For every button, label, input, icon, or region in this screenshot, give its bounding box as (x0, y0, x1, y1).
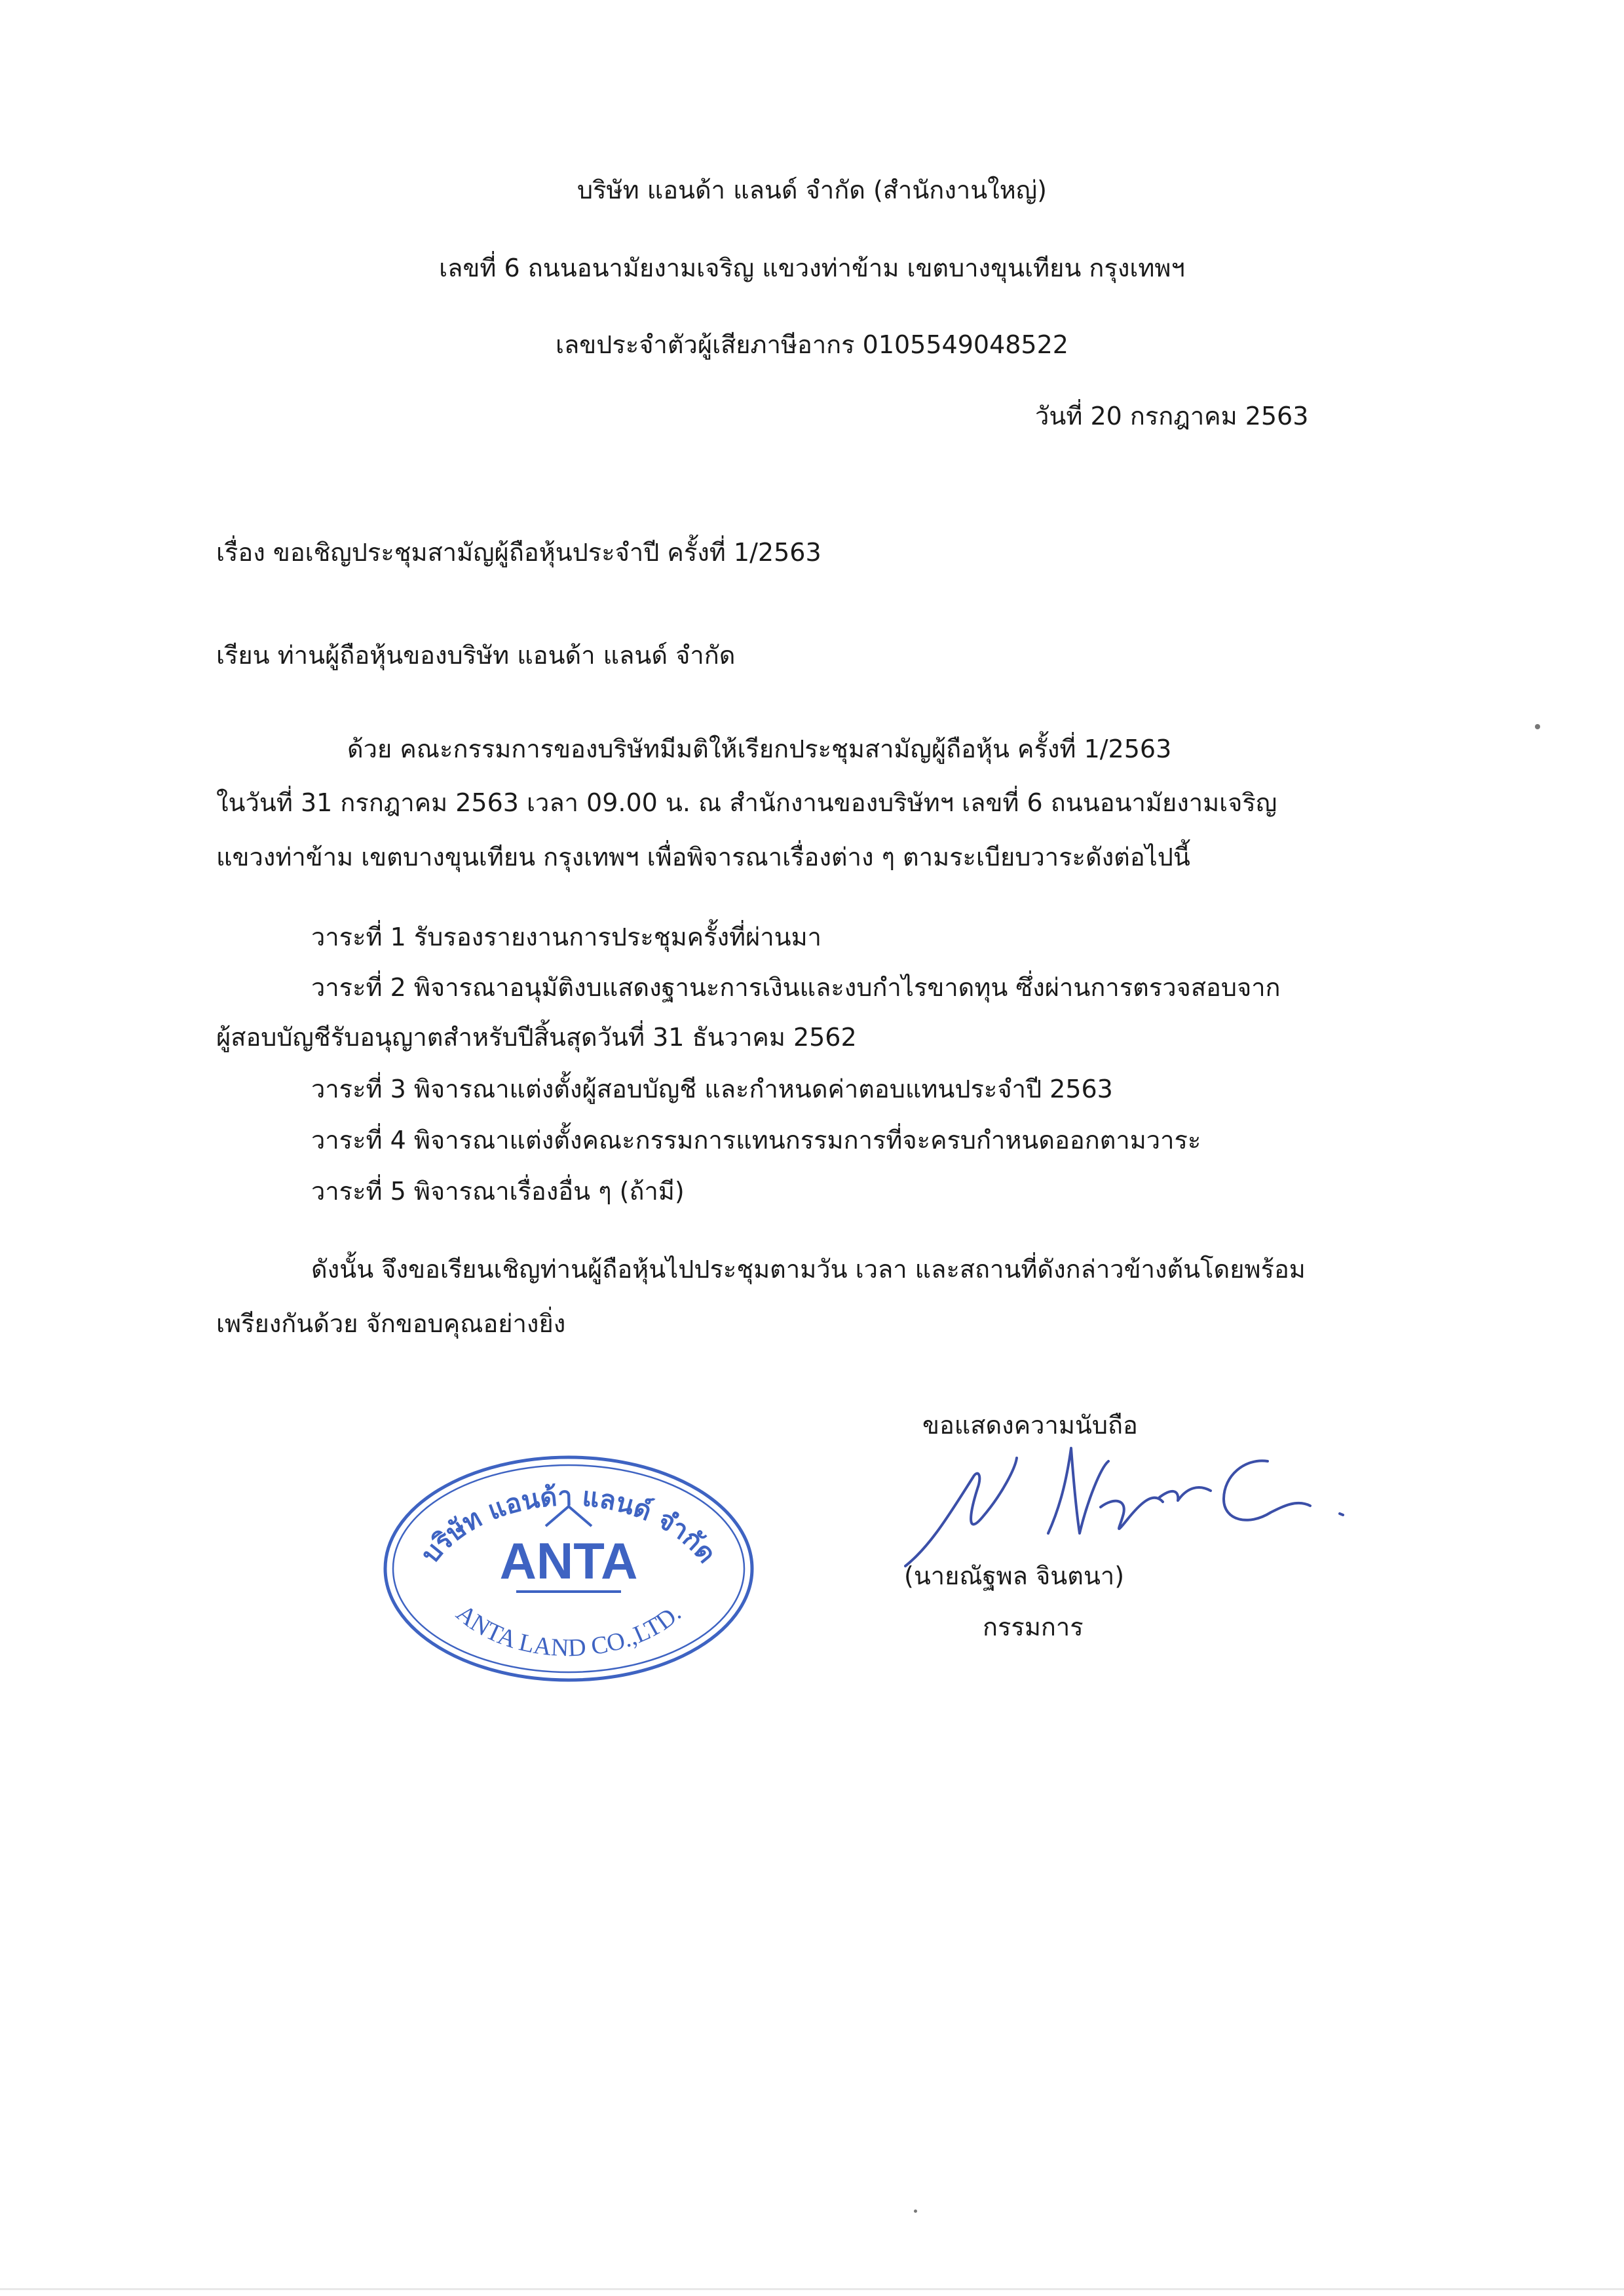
signature (904, 1428, 1376, 1579)
letter-date: วันที่ 20 กรกฎาคม 2563 (1035, 402, 1309, 430)
svg-text:ANTA: ANTA (499, 1532, 638, 1590)
svg-text:บริษัท แอนด้า แลนด์ จำกัด: บริษัท แอนด้า แลนด์ จำกัด (415, 1481, 722, 1569)
agenda-item: วาระที่ 2 พิจารณาอนุมัติงบแสดงฐานะการเงินและงบกำไรขาดทุน ซึ่งผ่านการตรวจสอบจาก (311, 973, 1281, 1002)
scan-speck (1535, 724, 1540, 729)
intro-line: ด้วย คณะกรรมการของบริษัทมีมติให้เรียกประชุมสามัญผู้ถือหุ้น ครั้งที่ 1/2563 (347, 735, 1172, 763)
signer-name: (นายณัฐพล จินตนา) (904, 1561, 1125, 1590)
company-stamp (379, 1451, 759, 1687)
scan-speck (914, 2210, 917, 2213)
svg-text:ANTA LAND CO.,LTD.: ANTA LAND CO.,LTD. (451, 1599, 687, 1662)
agenda-item: วาระที่ 1 รับรองรายงานการประชุมครั้งที่ผ่านมา (311, 923, 822, 951)
agenda-item: วาระที่ 5 พิจารณาเรื่องอื่น ๆ (ถ้ามี) (311, 1177, 685, 1206)
agenda-item: ผู้สอบบัญชีรับอนุญาตสำหรับปีสิ้นสุดวันที่ 31 ธันวาคม 2562 (216, 1023, 857, 1052)
intro-line: ในวันที่ 31 กรกฎาคม 2563 เวลา 09.00 น. ณ สำนักงานของบริษัทฯ เลขที่ 6 ถนนอนามัยงามเจริญ (216, 788, 1277, 817)
agenda-item: วาระที่ 4 พิจารณาแต่งตั้งคณะกรรมการแทนกรรมการที่จะครบกำหนดออกตามวาระ (311, 1126, 1201, 1155)
closing-line: เพรียงกันด้วย จักขอบคุณอย่างยิ่ง (216, 1309, 566, 1338)
scan-edge (0, 2288, 1624, 2290)
letter-subject: เรื่อง ขอเชิญประชุมสามัญผู้ถือหุ้นประจำปี ครั้งที่ 1/2563 (216, 538, 821, 567)
closing-line: ดังนั้น จึงขอเรียนเชิญท่านผู้ถือหุ้นไปประชุมตามวัน เวลา และสถานที่ดังกล่าวข้างต้นโดยพร้อม (311, 1255, 1306, 1284)
tax-id: เลขประจำตัวผู้เสียภาษีอากร 0105549048522 (556, 330, 1068, 359)
company-name: บริษัท แอนด้า แลนด์ จำกัด (สำนักงานใหญ่) (577, 176, 1047, 204)
agenda-item: วาระที่ 3 พิจารณาแต่งตั้งผู้สอบบัญชี และกำหนดค่าตอบแทนประจำปี 2563 (311, 1075, 1113, 1103)
intro-line: แขวงท่าข้าม เขตบางขุนเทียน กรุงเทพฯ เพื่อพิจารณาเรื่องต่าง ๆ ตามระเบียบวาระดังต่อไปนี้ (216, 843, 1190, 871)
signer-title: กรรมการ (983, 1613, 1084, 1641)
letter-recipient: เรียน ท่านผู้ถือหุ้นของบริษัท แอนด้า แลนด์ จำกัด (216, 641, 736, 670)
company-address: เลขที่ 6 ถนนอนามัยงามเจริญ แขวงท่าข้าม เขตบางขุนเทียน กรุงเทพฯ (439, 254, 1185, 282)
regards-text: ขอแสดงความนับถือ (922, 1411, 1138, 1440)
